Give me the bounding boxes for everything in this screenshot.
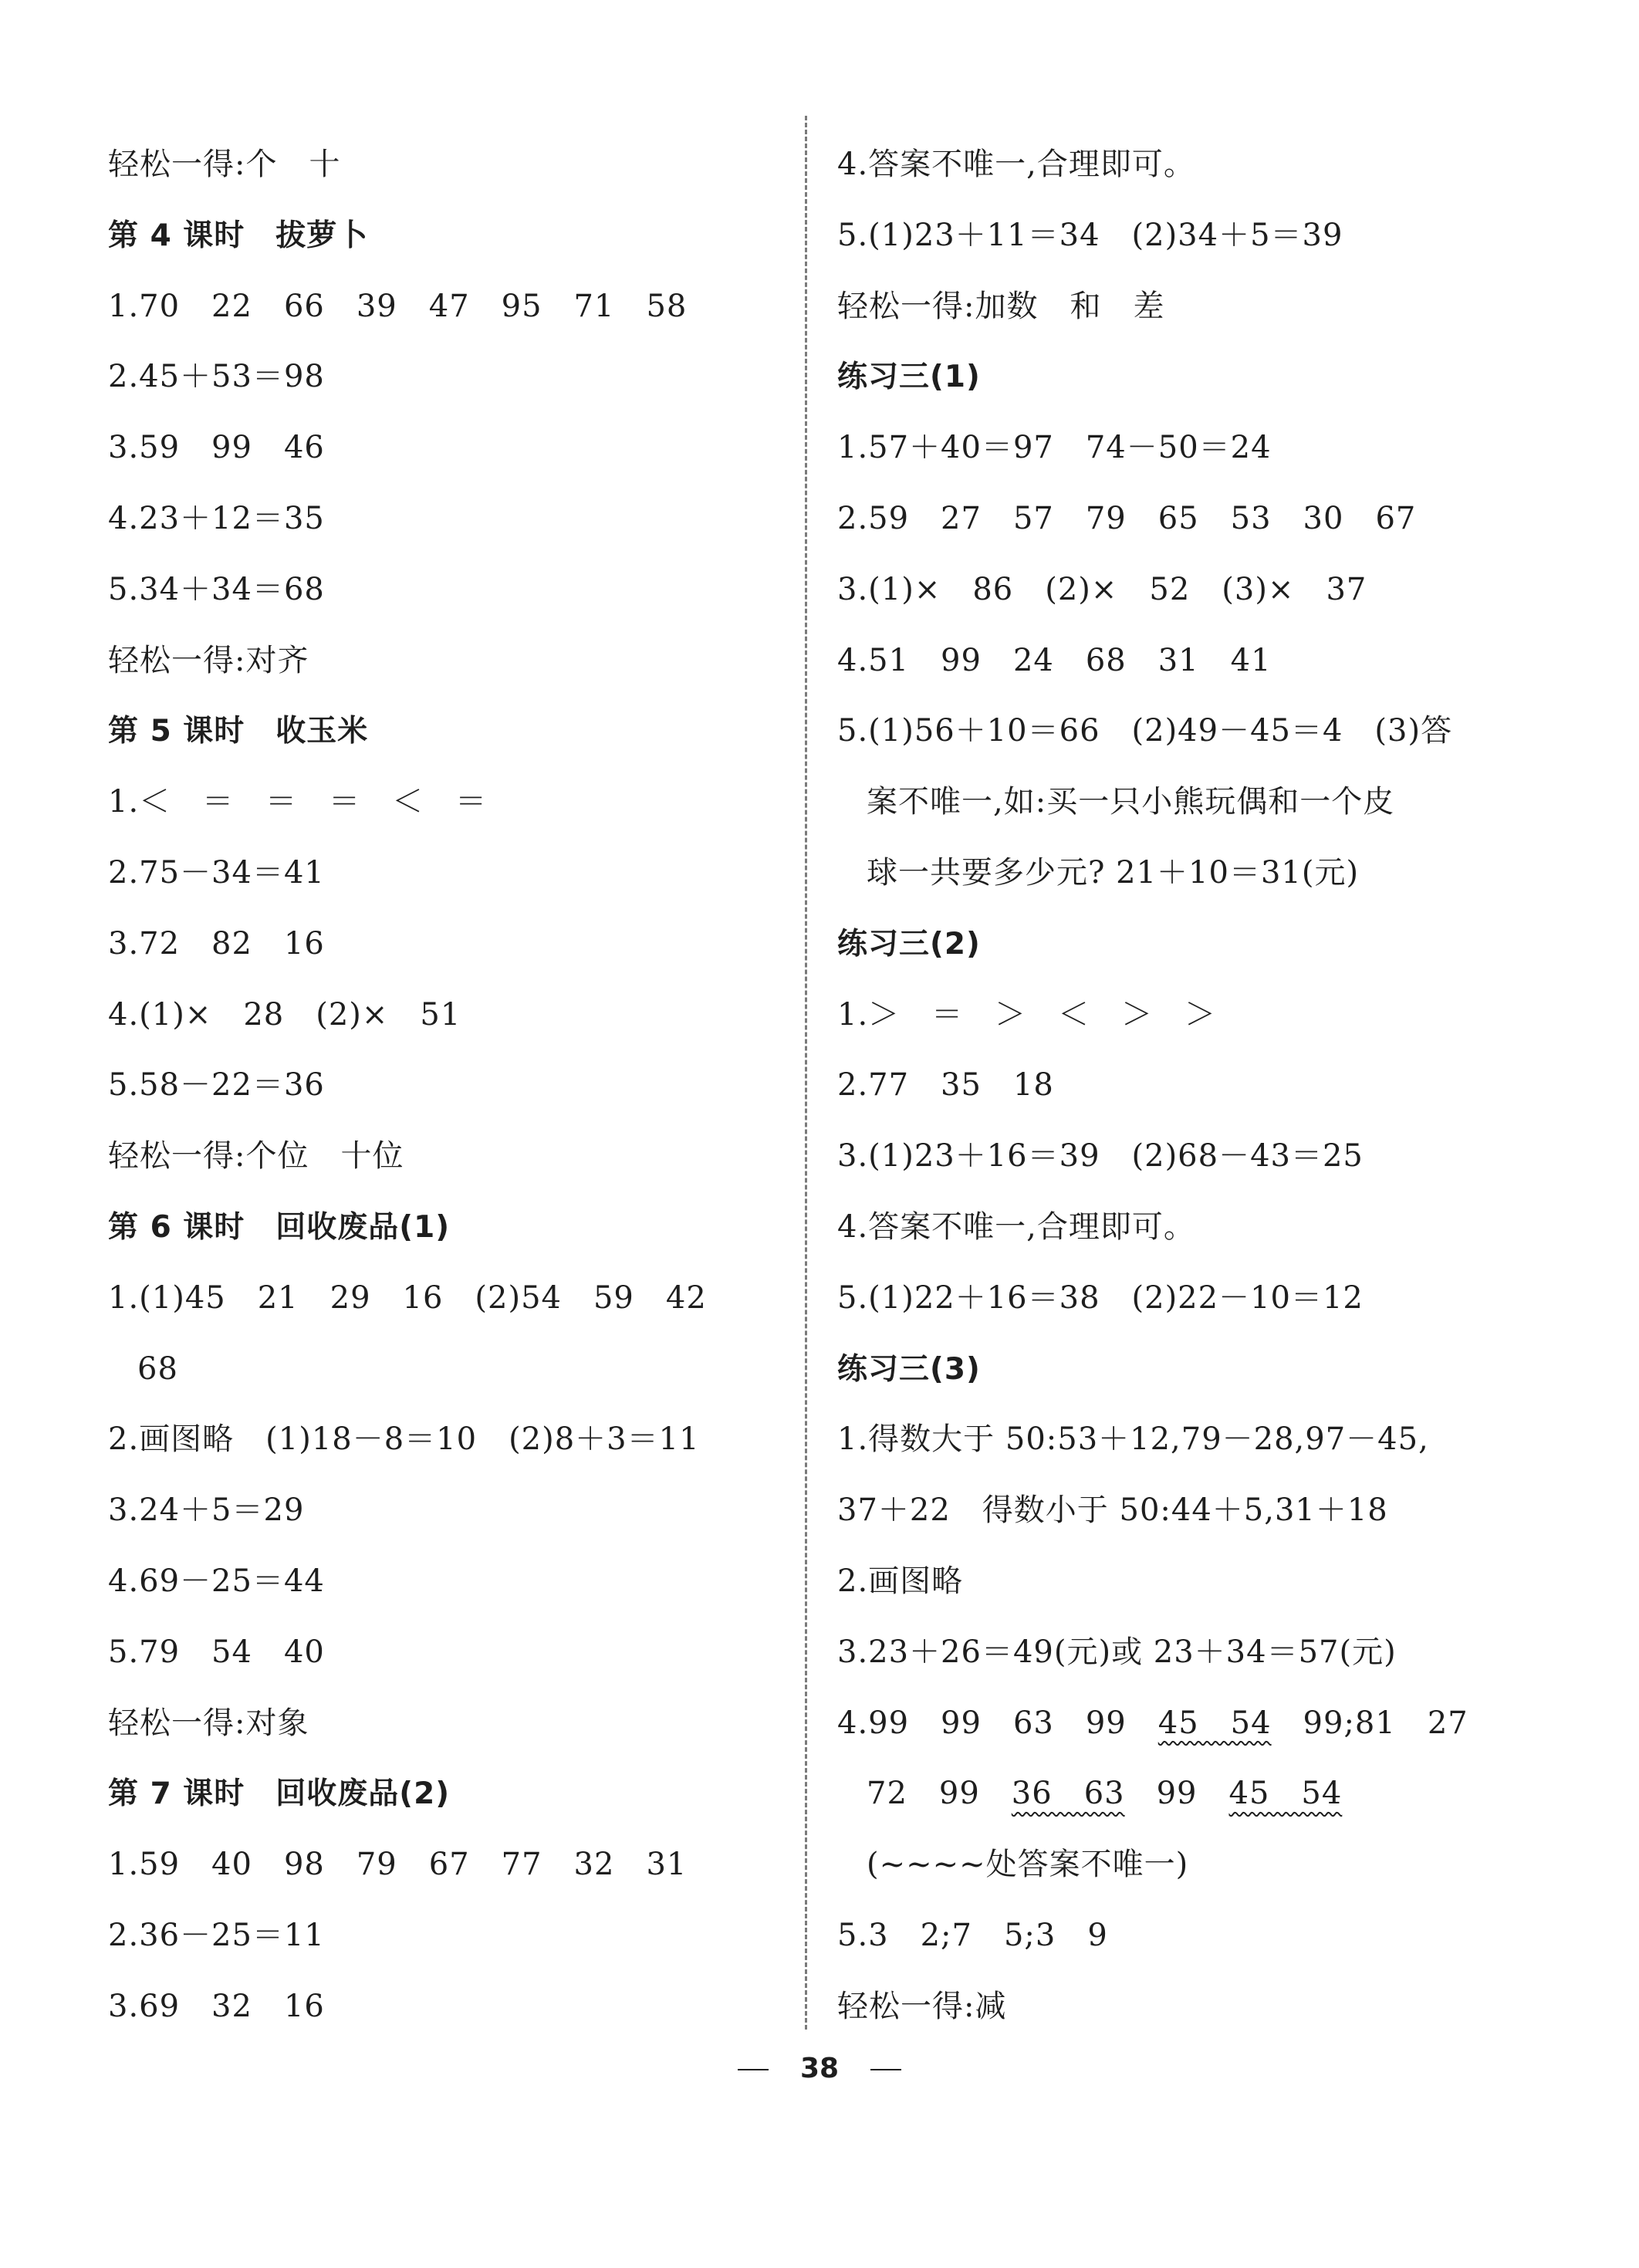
- answer-line: [108, 272, 787, 343]
- section-heading: [108, 696, 787, 767]
- answer-line: [108, 767, 787, 838]
- wavy-underlined-answer: 45 54: [1157, 1705, 1272, 1741]
- answer-line: [837, 130, 1532, 201]
- answer-line: [108, 484, 787, 555]
- answer-line: [837, 555, 1532, 626]
- answer-text: 2.画图略 (1)18－8＝10 (2)8＋3＝11: [108, 1421, 700, 1458]
- wavy-underlined-answer: 36 63: [1011, 1776, 1125, 1812]
- answer-text: 5.3 2;7 5;3 9: [837, 1917, 1108, 1953]
- answer-text: 5.58－22＝36: [108, 1067, 325, 1104]
- answer-text: 68: [137, 1350, 178, 1387]
- answer-line: [837, 1830, 1532, 1901]
- answer-text: 1.57＋40＝97 74－50＝24: [837, 430, 1272, 466]
- answer-text: 1.59 40 98 79 67 77 32 31: [108, 1847, 688, 1883]
- section-heading: [837, 909, 1532, 980]
- answer-text: 5.(1)22＋16＝38 (2)22－10＝12: [837, 1279, 1364, 1316]
- answer-text: 5.(1)23＋11＝34 (2)34＋5＝39: [837, 217, 1343, 253]
- answer-line: [837, 1688, 1532, 1759]
- wavy-underlined-answer: 45 54: [1228, 1776, 1343, 1812]
- answer-line: [108, 1901, 787, 1972]
- answer-line: [108, 838, 787, 909]
- section-heading: [108, 1759, 787, 1830]
- answer-text: 4.51 99 24 68 31 41: [837, 642, 1272, 678]
- answer-line: [108, 909, 787, 980]
- answer-text: 轻松一得:减: [837, 1988, 1007, 2024]
- answer-text: 练习三(3): [837, 1351, 981, 1387]
- answer-line: [837, 838, 1532, 909]
- answer-text: 1.得数大于 50:53＋12,79－28,97－45,: [837, 1421, 1429, 1458]
- answer-line: [108, 626, 787, 697]
- page-number: 38: [799, 2053, 840, 2084]
- answer-text: 轻松一得:加数 和 差: [837, 288, 1165, 324]
- answer-text: 4.(1)× 28 (2)× 51: [108, 996, 461, 1033]
- answer-line: [108, 1121, 787, 1192]
- footer-dash-right: [870, 2069, 901, 2070]
- answer-text: 5.79 54 40: [108, 1634, 325, 1670]
- answer-text-tail: 99;81 27: [1271, 1705, 1468, 1741]
- right-answer-column: [837, 130, 1532, 2043]
- answer-line: [108, 1972, 787, 2043]
- answer-text: 4.69－25＝44: [108, 1563, 325, 1599]
- answer-text: 4.答案不唯一,合理即可。: [837, 147, 1195, 182]
- answer-text: 37＋22 得数小于 50:44＋5,31＋18: [837, 1492, 1388, 1529]
- answer-text: 练习三(1): [837, 360, 981, 395]
- answer-text: 第 4 课时 拔萝卜: [108, 218, 369, 253]
- answer-text: 轻松一得:个位 十位: [108, 1138, 404, 1175]
- answer-line: [837, 1901, 1532, 1972]
- answer-line: [108, 1546, 787, 1617]
- answer-line: [837, 1759, 1532, 1830]
- answer-line: [108, 342, 787, 413]
- answer-text: 轻松一得:对齐: [108, 642, 309, 678]
- answer-text: 3.(1)× 86 (2)× 52 (3)× 37: [837, 571, 1367, 607]
- answer-text: 5.(1)56＋10＝66 (2)49－45＝4 (3)答: [837, 713, 1453, 749]
- answer-text: 4.23＋12＝35: [108, 500, 325, 536]
- answer-text: 72 99: [867, 1776, 1012, 1812]
- answer-line: [108, 980, 787, 1051]
- answer-line: [108, 1830, 787, 1901]
- answer-text: 轻松一得:对象: [108, 1705, 309, 1741]
- section-heading: [108, 1192, 787, 1263]
- answer-text: 1.(1)45 21 29 16 (2)54 59 42: [108, 1279, 707, 1316]
- answer-text: 3.72 82 16: [108, 925, 325, 962]
- left-answer-column: [108, 130, 787, 2043]
- answer-text: 1.＜ ＝ ＝ ＝ ＜ ＝: [108, 784, 488, 820]
- answer-line: [837, 767, 1532, 838]
- answer-text: 1.70 22 66 39 47 95 71 58: [108, 288, 688, 324]
- answer-line: [837, 1617, 1532, 1688]
- answer-line: [837, 696, 1532, 767]
- answer-line: [837, 1972, 1532, 2043]
- section-heading: [837, 1334, 1532, 1405]
- answer-text: 第 5 课时 收玉米: [108, 714, 369, 749]
- answer-line: [837, 980, 1532, 1051]
- answer-line: [108, 1050, 787, 1121]
- answer-text: 2.77 35 18: [837, 1067, 1054, 1104]
- section-heading: [837, 342, 1532, 413]
- answer-line: [108, 1334, 787, 1405]
- column-divider: [805, 116, 807, 2030]
- answer-text: 2.36－25＝11: [108, 1917, 325, 1953]
- answer-text: 4.99 99 63 99: [837, 1705, 1158, 1741]
- answer-line: [837, 1121, 1532, 1192]
- answer-text: 2.画图略: [837, 1563, 964, 1599]
- answer-line: [837, 484, 1532, 555]
- answer-text: 球一共要多少元? 21＋10＝31(元): [867, 854, 1360, 891]
- section-heading: [108, 201, 787, 272]
- answer-line: [837, 1546, 1532, 1617]
- answer-text: 2.45＋53＝98: [108, 359, 325, 395]
- answer-text: 3.69 32 16: [108, 1988, 325, 2024]
- answer-text: 3.23＋26＝49(元)或 23＋34＝57(元): [837, 1634, 1397, 1670]
- answer-line: [837, 1475, 1532, 1546]
- answer-line: [108, 1688, 787, 1759]
- answer-text: 2.59 27 57 79 65 53 30 67: [837, 500, 1417, 536]
- answer-text: 4.答案不唯一,合理即可。: [837, 1208, 1195, 1245]
- answer-text: 第 6 课时 回收废品(1): [108, 1209, 451, 1245]
- answer-text: 第 7 课时 回收废品(2): [108, 1776, 451, 1812]
- answer-line: [837, 272, 1532, 343]
- answer-line: [108, 413, 787, 484]
- answer-line: [837, 1192, 1532, 1263]
- answer-line: [837, 626, 1532, 697]
- answer-line: [108, 130, 787, 201]
- answer-text: 3.59 99 46: [108, 430, 325, 466]
- page-number-footer: [0, 2053, 1639, 2084]
- answer-text: 案不唯一,如:买一只小熊玩偶和一个皮: [867, 784, 1395, 820]
- answer-line: [108, 1475, 787, 1546]
- answer-text: (~~~~处答案不唯一): [867, 1847, 1189, 1883]
- answer-line: [108, 1263, 787, 1334]
- answer-text: 轻松一得:个 十: [108, 147, 341, 182]
- answer-text: 3.(1)23＋16＝39 (2)68－43＝25: [837, 1138, 1364, 1175]
- answer-line: [108, 555, 787, 626]
- answer-text: 1.＞ ＝ ＞ ＜ ＞ ＞: [837, 996, 1217, 1033]
- answer-text: 5.34＋34＝68: [108, 571, 325, 607]
- answer-text-middle: 99: [1124, 1776, 1229, 1812]
- answer-text: 2.75－34＝41: [108, 854, 325, 891]
- answer-line: [837, 1263, 1532, 1334]
- answer-text: 练习三(2): [837, 926, 981, 962]
- footer-dash-left: [738, 2069, 769, 2070]
- answer-line: [837, 413, 1532, 484]
- answer-line: [837, 1050, 1532, 1121]
- answer-line: [108, 1617, 787, 1688]
- answer-line: [837, 1404, 1532, 1475]
- answer-text: 3.24＋5＝29: [108, 1492, 305, 1529]
- answer-line: [837, 201, 1532, 272]
- answer-line: [108, 1404, 787, 1475]
